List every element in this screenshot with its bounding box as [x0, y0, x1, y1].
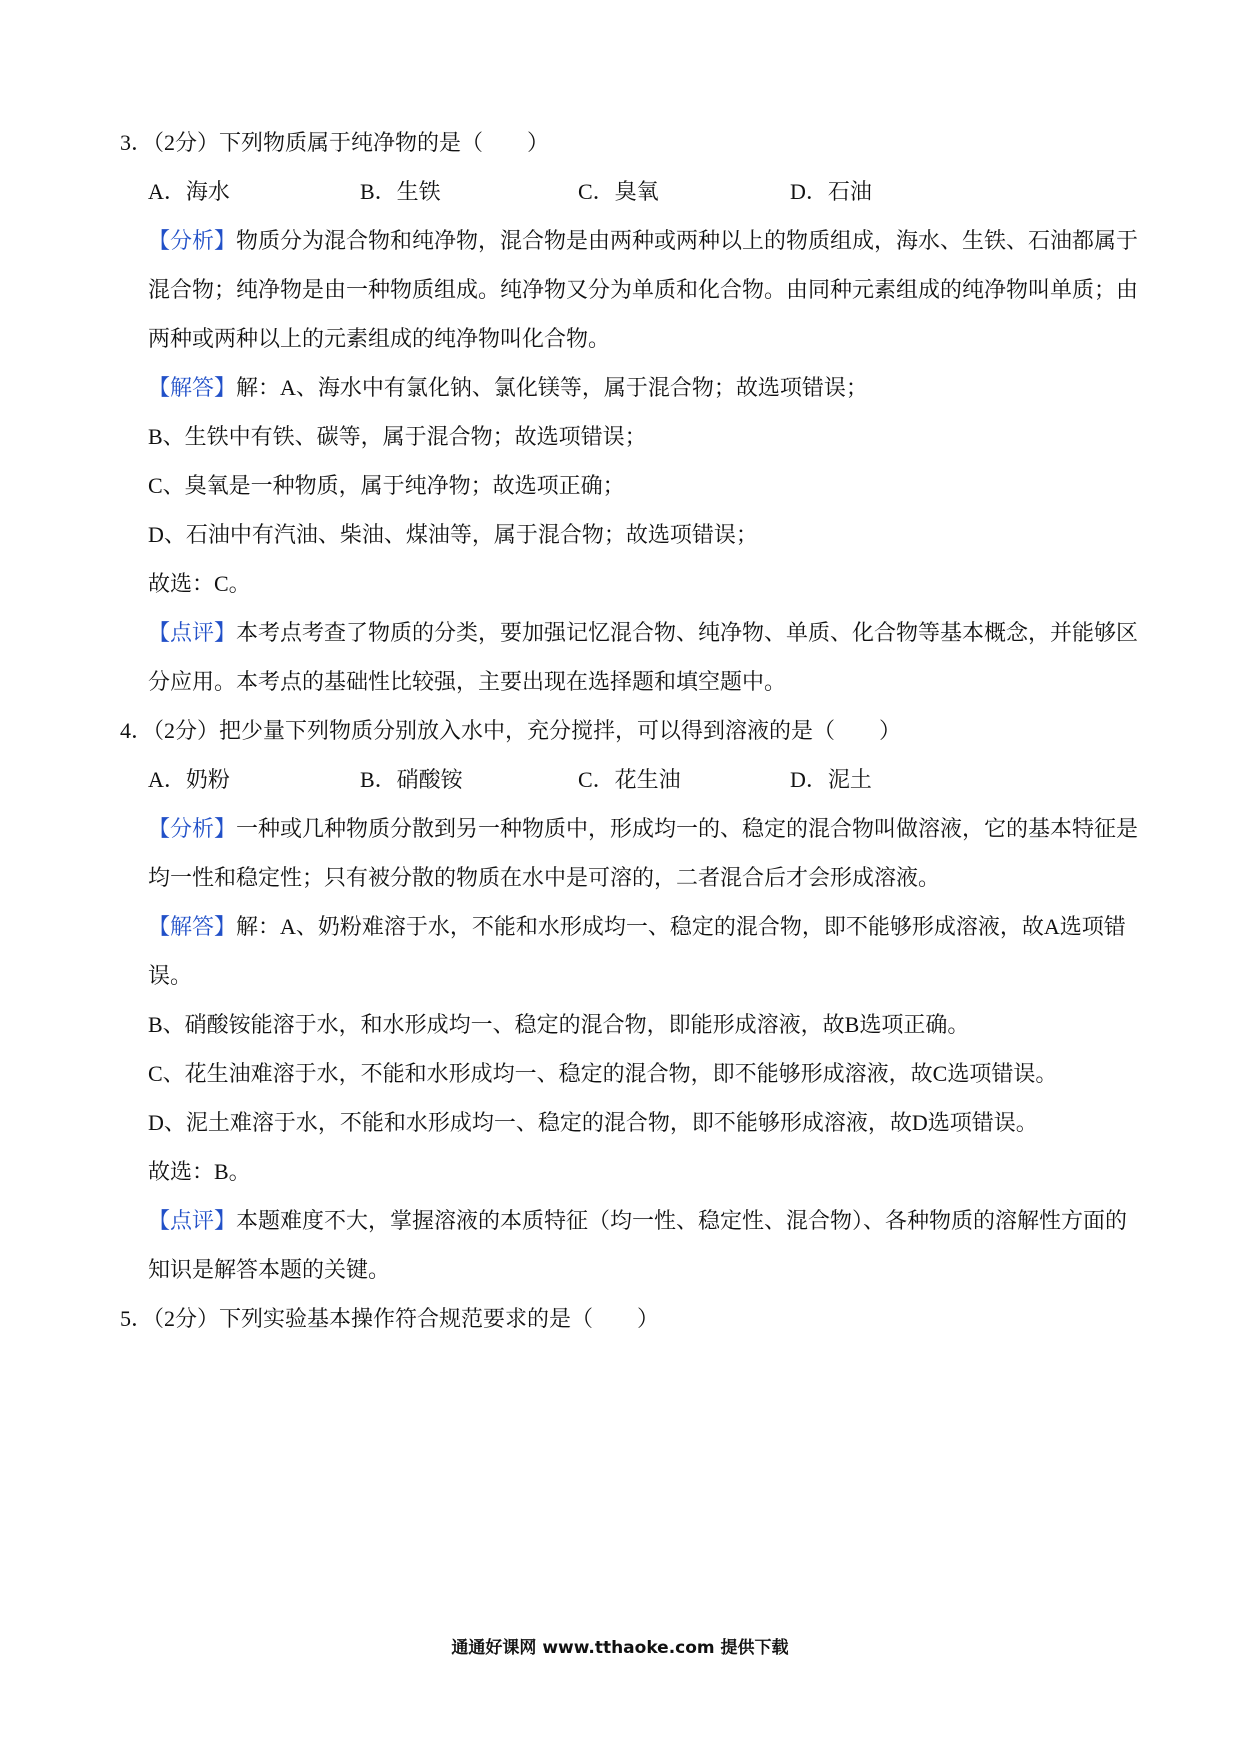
analysis-line — [0, 216, 1240, 265]
option-d: D．石油 — [790, 179, 872, 204]
comment-line — [0, 1196, 1240, 1245]
comment-line — [0, 608, 1240, 657]
question-4 — [0, 706, 1240, 1294]
option-row — [0, 167, 1240, 216]
comment-line: 分应用。本考点的基础性比较强，主要出现在选择题和填空题中。 — [148, 669, 787, 694]
analysis-line — [0, 804, 1240, 853]
question-stem: 3．（2分）下列物质属于纯净物的是（ ） — [120, 130, 550, 155]
comment-line: 知识是解答本题的关键。 — [148, 1257, 391, 1282]
option-a: A．奶粉 — [148, 767, 230, 792]
answer-line: B、生铁中有铁、碳等，属于混合物；故选项错误； — [148, 424, 647, 449]
answer-conclusion: 故选：B。 — [148, 1159, 251, 1184]
option-a: A．海水 — [148, 179, 230, 204]
answer-text: 解：A、奶粉难溶于水，不能和水形成均一、稳定的混合物，即不能够形成溶液，故A选项错 — [236, 914, 1126, 939]
answer-line — [0, 363, 1240, 412]
comment-text: 本考点考查了物质的分类，要加强记忆混合物、纯净物、单质、化合物等基本概念，并能够区 — [236, 620, 1139, 645]
analysis-text: 物质分为混合物和纯净物，混合物是由两种或两种以上的物质组成，海水、生铁、石油都属于 — [236, 228, 1139, 253]
analysis-tag: 【分析】 — [148, 228, 237, 253]
answer-line: C、花生油难溶于水，不能和水形成均一、稳定的混合物，即不能够形成溶液，故C选项错误。 — [148, 1061, 1058, 1086]
question-stem: 5．（2分）下列实验基本操作符合规范要求的是（ ） — [120, 1306, 660, 1331]
answer-line: 误。 — [148, 963, 193, 988]
page-footer: 通通好课网 www.tthaoke.com 提供下载 — [451, 1638, 789, 1658]
comment-text: 本题难度不大，掌握溶液的本质特征（均一性、稳定性、混合物）、各种物质的溶解性方面的 — [236, 1208, 1128, 1233]
option-c: C．臭氧 — [578, 179, 659, 204]
answer-line: D、石油中有汽油、柴油、煤油等，属于混合物；故选项错误； — [148, 522, 758, 547]
comment-tag: 【点评】 — [148, 1208, 237, 1233]
analysis-tag: 【分析】 — [148, 816, 237, 841]
question-stem: 4．（2分）把少量下列物质分别放入水中，充分搅拌，可以得到溶液的是（ ） — [120, 718, 902, 743]
answer-tag: 【解答】 — [148, 375, 237, 400]
answer-line: C、臭氧是一种物质，属于纯净物；故选项正确； — [148, 473, 625, 498]
answer-line: D、泥土难溶于水，不能和水形成均一、稳定的混合物，即不能够形成溶液，故D选项错误。 — [148, 1110, 1038, 1135]
option-row — [0, 755, 1240, 804]
answer-line: B、硝酸铵能溶于水，和水形成均一、稳定的混合物，即能形成溶液，故B选项正确。 — [148, 1012, 970, 1037]
answer-conclusion: 故选：C。 — [148, 571, 251, 596]
page-content — [0, 118, 1240, 1343]
option-b: B．生铁 — [360, 179, 441, 204]
option-b: B．硝酸铵 — [360, 767, 463, 792]
question-5 — [0, 1294, 1240, 1343]
answer-text: 解：A、海水中有氯化钠、氯化镁等，属于混合物；故选项错误； — [236, 375, 868, 400]
option-c: C．花生油 — [578, 767, 681, 792]
analysis-line: 两种或两种以上的元素组成的纯净物叫化合物。 — [148, 326, 611, 351]
question-3 — [0, 118, 1240, 706]
analysis-line: 均一性和稳定性；只有被分散的物质在水中是可溶的，二者混合后才会形成溶液。 — [148, 865, 941, 890]
analysis-text: 一种或几种物质分散到另一种物质中，形成均一的、稳定的混合物叫做溶液，它的基本特征是 — [236, 816, 1139, 841]
option-d: D．泥土 — [790, 767, 872, 792]
answer-tag: 【解答】 — [148, 914, 237, 939]
comment-tag: 【点评】 — [148, 620, 237, 645]
analysis-line: 混合物；纯净物是由一种物质组成。纯净物又分为单质和化合物。由同种元素组成的纯净物叫单质；由 — [148, 277, 1139, 302]
answer-line — [0, 902, 1240, 951]
